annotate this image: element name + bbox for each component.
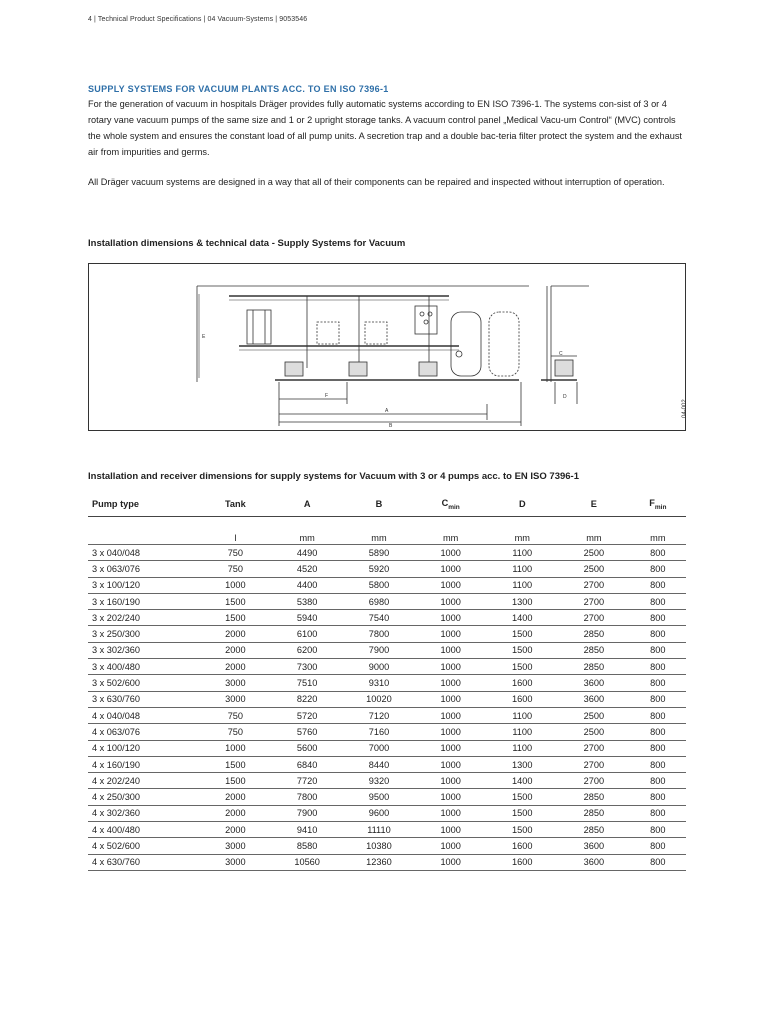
dimensions-table <box>88 492 686 871</box>
unit-cell <box>88 517 200 545</box>
intro-paragraph: For the generation of vacuum in hospitals Dräger provides fully automatic systems according to EN ISO 7396-1. The systems con-sist of 3 or 4 rotary vane vacuum pumps of the same size and 1 or 2 upright storage tanks. A vacuum control panel „Medical Vacu-um Control“ (MVC) controls the whole system and ensures the constant load of all pump units. A secretion trap and a double bac-teria filter protect the system and the exhaust air from impurities and germs. <box>88 99 682 157</box>
value-cell: 2700 <box>558 593 630 609</box>
value-cell: 12360 <box>343 854 415 870</box>
value-cell: 2000 <box>200 626 272 642</box>
value-cell: 2850 <box>558 642 630 658</box>
value-cell: 1000 <box>415 675 487 691</box>
pump-type-cell: 4 x 063/076 <box>88 724 200 740</box>
label-f: F <box>325 393 329 399</box>
value-cell: 4400 <box>271 577 343 593</box>
value-cell: 1500 <box>486 822 558 838</box>
value-cell: 1500 <box>486 642 558 658</box>
pump-type-cell: 4 x 040/048 <box>88 707 200 723</box>
tank-gauge <box>456 351 462 357</box>
storage-tank-1 <box>451 312 481 376</box>
header-pump-type: Pump type <box>88 492 200 517</box>
value-cell: 800 <box>630 610 686 626</box>
pump-type-cell: 3 x 040/048 <box>88 545 200 561</box>
pump-type-cell: 3 x 202/240 <box>88 610 200 626</box>
table-body <box>88 517 686 871</box>
table-row <box>88 854 686 870</box>
value-cell: 800 <box>630 626 686 642</box>
value-cell: 6100 <box>271 626 343 642</box>
unit-cell: l <box>200 517 272 545</box>
value-cell: 1000 <box>415 724 487 740</box>
pump-type-cell: 3 x 250/300 <box>88 626 200 642</box>
value-cell: 1500 <box>486 659 558 675</box>
value-cell: 1500 <box>200 773 272 789</box>
pump-type-cell: 3 x 502/600 <box>88 675 200 691</box>
pump-type-cell: 3 x 630/760 <box>88 691 200 707</box>
value-cell: 2850 <box>558 822 630 838</box>
value-cell: 1100 <box>486 577 558 593</box>
pump-1 <box>285 362 303 376</box>
header-d: D <box>486 492 558 517</box>
value-cell: 7800 <box>343 626 415 642</box>
value-cell: 1000 <box>415 642 487 658</box>
value-cell: 5760 <box>271 724 343 740</box>
table-row <box>88 642 686 658</box>
unit-cell: mm <box>486 517 558 545</box>
label-c: C <box>559 351 563 357</box>
table-row <box>88 659 686 675</box>
table-row <box>88 577 686 593</box>
value-cell: 800 <box>630 545 686 561</box>
value-cell: 1000 <box>415 626 487 642</box>
value-cell: 1100 <box>486 561 558 577</box>
value-cell: 1500 <box>200 593 272 609</box>
installation-diagram <box>88 263 686 431</box>
value-cell: 3000 <box>200 838 272 854</box>
value-cell: 5800 <box>343 577 415 593</box>
unit-cell: mm <box>630 517 686 545</box>
value-cell: 1000 <box>415 773 487 789</box>
value-cell: 800 <box>630 675 686 691</box>
value-cell: 1100 <box>486 740 558 756</box>
value-cell: 1000 <box>200 740 272 756</box>
value-cell: 1000 <box>415 740 487 756</box>
value-cell: 2700 <box>558 740 630 756</box>
header-e: E <box>558 492 630 517</box>
value-cell: 9500 <box>343 789 415 805</box>
value-cell: 6840 <box>271 756 343 772</box>
value-cell: 1000 <box>415 707 487 723</box>
table-row <box>88 610 686 626</box>
label-b: B <box>389 423 393 429</box>
table-row <box>88 707 686 723</box>
table-row <box>88 626 686 642</box>
value-cell: 1400 <box>486 610 558 626</box>
value-cell: 1000 <box>415 610 487 626</box>
value-cell: 5380 <box>271 593 343 609</box>
value-cell: 1500 <box>486 789 558 805</box>
table-row <box>88 691 686 707</box>
value-cell: 800 <box>630 642 686 658</box>
value-cell: 8440 <box>343 756 415 772</box>
value-cell: 3000 <box>200 675 272 691</box>
pump-type-cell: 3 x 400/480 <box>88 659 200 675</box>
table-title: Installation and receiver dimensions for supply systems for Vacuum with 3 or 4 pumps acc. to EN ISO 7396-1 <box>88 471 579 482</box>
pump-type-cell: 3 x 160/190 <box>88 593 200 609</box>
value-cell: 1000 <box>415 691 487 707</box>
value-cell: 1400 <box>486 773 558 789</box>
table-row <box>88 773 686 789</box>
table-row <box>88 838 686 854</box>
value-cell: 5940 <box>271 610 343 626</box>
value-cell: 6200 <box>271 642 343 658</box>
label-e: E <box>202 334 206 340</box>
repair-paragraph: All Dräger vacuum systems are designed in a way that all of their components can be repaired and inspected without interruption of operation. <box>88 177 665 187</box>
value-cell: 2700 <box>558 577 630 593</box>
table-row <box>88 675 686 691</box>
value-cell: 800 <box>630 659 686 675</box>
value-cell: 2500 <box>558 724 630 740</box>
pump-type-cell: 4 x 502/600 <box>88 838 200 854</box>
value-cell: 2500 <box>558 545 630 561</box>
value-cell: 1500 <box>486 805 558 821</box>
page-header: 4 | Technical Product Specifications | 04 Vacuum-Systems | 9053546 <box>88 16 308 23</box>
value-cell: 1000 <box>415 577 487 593</box>
header-f-base: F <box>649 497 655 508</box>
value-cell: 2700 <box>558 773 630 789</box>
value-cell: 1600 <box>486 691 558 707</box>
value-cell: 800 <box>630 756 686 772</box>
value-cell: 5920 <box>343 561 415 577</box>
value-cell: 2700 <box>558 610 630 626</box>
value-cell: 800 <box>630 740 686 756</box>
value-cell: 1000 <box>415 838 487 854</box>
value-cell: 1000 <box>415 593 487 609</box>
value-cell: 800 <box>630 577 686 593</box>
value-cell: 800 <box>630 691 686 707</box>
value-cell: 7900 <box>343 642 415 658</box>
header-c-base: C <box>441 497 449 508</box>
diagram-title: Installation dimensions & technical data - Supply Systems for Vacuum <box>88 238 406 249</box>
value-cell: 1600 <box>486 675 558 691</box>
header-c-min <box>415 492 487 517</box>
pump-type-cell: 4 x 202/240 <box>88 773 200 789</box>
value-cell: 1000 <box>415 805 487 821</box>
value-cell: 3600 <box>558 838 630 854</box>
header-c-sub: min <box>448 503 460 511</box>
value-cell: 3000 <box>200 691 272 707</box>
value-cell: 7510 <box>271 675 343 691</box>
value-cell: 4520 <box>271 561 343 577</box>
table-row <box>88 561 686 577</box>
value-cell: 9410 <box>271 822 343 838</box>
table-row <box>88 822 686 838</box>
value-cell: 800 <box>630 838 686 854</box>
value-cell: 6980 <box>343 593 415 609</box>
value-cell: 2000 <box>200 642 272 658</box>
table-row <box>88 545 686 561</box>
value-cell: 1000 <box>200 577 272 593</box>
value-cell: 2850 <box>558 659 630 675</box>
value-cell: 1600 <box>486 838 558 854</box>
unit-cell: mm <box>415 517 487 545</box>
pump-2 <box>349 362 367 376</box>
value-cell: 1500 <box>200 610 272 626</box>
diagram-drawing <box>89 264 685 430</box>
filter-unit <box>247 310 271 344</box>
label-d: D <box>563 394 567 400</box>
value-cell: 1600 <box>486 854 558 870</box>
pump-type-cell: 4 x 630/760 <box>88 854 200 870</box>
value-cell: 1300 <box>486 593 558 609</box>
value-cell: 800 <box>630 789 686 805</box>
value-cell: 800 <box>630 724 686 740</box>
value-cell: 2850 <box>558 805 630 821</box>
unit-cell: mm <box>271 517 343 545</box>
value-cell: 800 <box>630 854 686 870</box>
value-cell: 1000 <box>415 659 487 675</box>
header-a: A <box>271 492 343 517</box>
value-cell: 9000 <box>343 659 415 675</box>
pump-type-cell: 4 x 100/120 <box>88 740 200 756</box>
value-cell: 7000 <box>343 740 415 756</box>
value-cell: 750 <box>200 707 272 723</box>
value-cell: 1100 <box>486 724 558 740</box>
table-row <box>88 805 686 821</box>
value-cell: 10560 <box>271 854 343 870</box>
header-tank: Tank <box>200 492 272 517</box>
value-cell: 2850 <box>558 789 630 805</box>
value-cell: 1000 <box>415 854 487 870</box>
pump-type-cell: 3 x 302/360 <box>88 642 200 658</box>
value-cell: 7300 <box>271 659 343 675</box>
unit-cell: mm <box>343 517 415 545</box>
value-cell: 800 <box>630 822 686 838</box>
storage-tank-2 <box>489 312 519 376</box>
value-cell: 2700 <box>558 756 630 772</box>
pump-type-cell: 3 x 063/076 <box>88 561 200 577</box>
value-cell: 800 <box>630 707 686 723</box>
secretion-trap <box>317 322 339 344</box>
table-row <box>88 724 686 740</box>
header-f-sub: min <box>654 503 667 511</box>
value-cell: 3000 <box>200 854 272 870</box>
pump-type-cell: 4 x 302/360 <box>88 805 200 821</box>
value-cell: 2000 <box>200 789 272 805</box>
value-cell: 1100 <box>486 545 558 561</box>
pump-type-cell: 3 x 100/120 <box>88 577 200 593</box>
value-cell: 1300 <box>486 756 558 772</box>
value-cell: 1000 <box>415 756 487 772</box>
value-cell: 2850 <box>558 626 630 642</box>
units-row <box>88 517 686 545</box>
value-cell: 10380 <box>343 838 415 854</box>
value-cell: 1000 <box>415 545 487 561</box>
header-f-min <box>630 492 686 517</box>
secretion-trap-2 <box>365 322 387 344</box>
pump-side <box>555 360 573 376</box>
value-cell: 1000 <box>415 561 487 577</box>
value-cell: 5600 <box>271 740 343 756</box>
value-cell: 11110 <box>343 822 415 838</box>
value-cell: 9600 <box>343 805 415 821</box>
table-row <box>88 789 686 805</box>
value-cell: 9310 <box>343 675 415 691</box>
value-cell: 2000 <box>200 805 272 821</box>
value-cell: 1100 <box>486 707 558 723</box>
value-cell: 800 <box>630 561 686 577</box>
value-cell: 3600 <box>558 691 630 707</box>
value-cell: 3600 <box>558 854 630 870</box>
panel-knob <box>424 320 428 324</box>
value-cell: 5890 <box>343 545 415 561</box>
pump-3 <box>419 362 437 376</box>
value-cell: 1000 <box>415 822 487 838</box>
section-title: SUPPLY SYSTEMS FOR VACUUM PLANTS ACC. TO EN ISO 7396-1 <box>88 84 389 94</box>
pump-type-cell: 4 x 400/480 <box>88 822 200 838</box>
value-cell: 750 <box>200 724 272 740</box>
value-cell: 2500 <box>558 561 630 577</box>
value-cell: 2000 <box>200 822 272 838</box>
value-cell: 2000 <box>200 659 272 675</box>
panel-knob <box>420 312 424 316</box>
value-cell: 1000 <box>415 789 487 805</box>
label-a: A <box>385 408 389 414</box>
value-cell: 7120 <box>343 707 415 723</box>
pump-type-cell: 4 x 250/300 <box>88 789 200 805</box>
value-cell: 7160 <box>343 724 415 740</box>
value-cell: 1500 <box>200 756 272 772</box>
value-cell: 7540 <box>343 610 415 626</box>
header-b: B <box>343 492 415 517</box>
table-row <box>88 740 686 756</box>
value-cell: 2500 <box>558 707 630 723</box>
value-cell: 800 <box>630 805 686 821</box>
value-cell: 9320 <box>343 773 415 789</box>
value-cell: 8220 <box>271 691 343 707</box>
value-cell: 800 <box>630 593 686 609</box>
value-cell: 3600 <box>558 675 630 691</box>
value-cell: 1500 <box>486 626 558 642</box>
value-cell: 4490 <box>271 545 343 561</box>
value-cell: 750 <box>200 561 272 577</box>
value-cell: 750 <box>200 545 272 561</box>
value-cell: 5720 <box>271 707 343 723</box>
table-row <box>88 593 686 609</box>
value-cell: 8580 <box>271 838 343 854</box>
diagram-code: 04-002 <box>682 399 688 418</box>
value-cell: 7900 <box>271 805 343 821</box>
unit-cell: mm <box>558 517 630 545</box>
value-cell: 7800 <box>271 789 343 805</box>
value-cell: 7720 <box>271 773 343 789</box>
pump-type-cell: 4 x 160/190 <box>88 756 200 772</box>
table-row <box>88 756 686 772</box>
table-header-row <box>88 492 686 517</box>
value-cell: 10020 <box>343 691 415 707</box>
value-cell: 800 <box>630 773 686 789</box>
